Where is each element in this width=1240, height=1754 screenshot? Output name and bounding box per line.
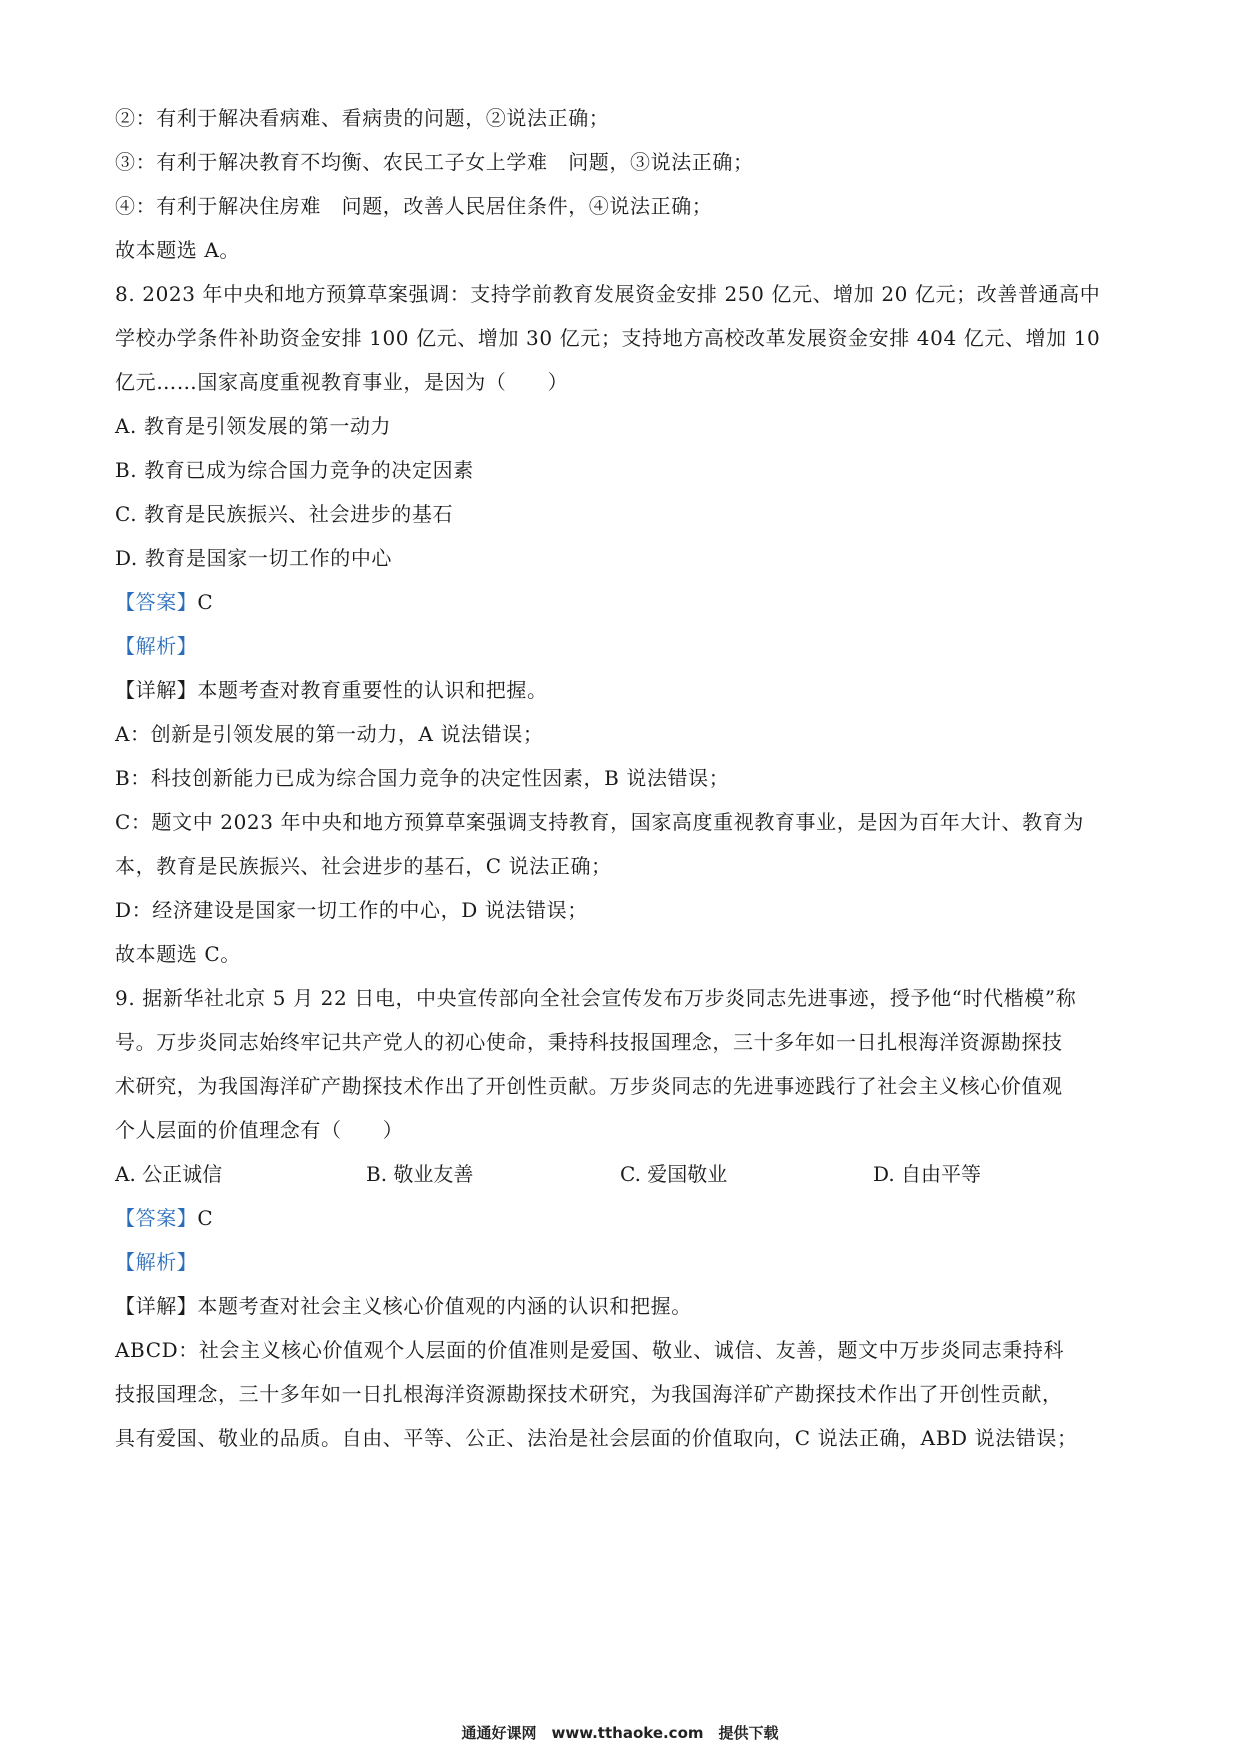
text-line: ②：有利于解决看病难、看病贵的问题，②说法正确； bbox=[115, 106, 610, 130]
question-8-stem: 8. 2023 年中央和地方预算草案强调：支持学前教育发展资金安排 250 亿元、增加 20 亿元；改善普通高中 bbox=[115, 282, 1101, 306]
text-line: 故本题选 A。 bbox=[115, 238, 241, 262]
text-line: 【详解】本题考查对教育重要性的认识和把握。 bbox=[115, 678, 548, 702]
answer-value: C bbox=[197, 1206, 214, 1230]
text-line: D：经济建设是国家一切工作的中心，D 说法错误； bbox=[115, 898, 588, 922]
text-line: ABCD：社会主义核心价值观个人层面的价值准则是爱国、敬业、诚信、友善，题文中万步炎同志秉持科 bbox=[115, 1338, 1065, 1362]
question-9-stem: 个人层面的价值理念有（ ） bbox=[115, 1118, 404, 1142]
analysis-tag: 【解析】 bbox=[115, 1250, 198, 1274]
text-line: 【详解】本题考查对社会主义核心价值观的内涵的认识和把握。 bbox=[115, 1294, 692, 1318]
text-line: ④：有利于解决住房难 问题，改善人民居住条件，④说法正确； bbox=[115, 194, 713, 218]
question-8-option-d: D. 教育是国家一切工作的中心 bbox=[115, 546, 393, 570]
text-line: 技报国理念，三十多年如一日扎根海洋资源勘探技术研究，为我国海洋矿产勘探技术作出了开创性贡献， bbox=[115, 1382, 1063, 1406]
answer-tag: 【答案】 bbox=[115, 1206, 198, 1230]
question-8-answer bbox=[115, 588, 1135, 616]
question-9-stem: 9. 据新华社北京 5 月 22 日电，中央宣传部向全社会宣传发布万步炎同志先进事迹，授予他“时代楷模”称 bbox=[115, 986, 1077, 1010]
analysis-tag: 【解析】 bbox=[115, 634, 198, 658]
question-8-option-c: C. 教育是民族振兴、社会进步的基石 bbox=[115, 502, 454, 526]
text-line: 故本题选 C。 bbox=[115, 942, 241, 966]
question-8-stem: 亿元……国家高度重视教育事业，是因为（ ） bbox=[115, 370, 569, 394]
question-9-stem: 号。万步炎同志始终牢记共产党人的初心使命，秉持科技报国理念，三十多年如一日扎根海洋资源勘探技 bbox=[115, 1030, 1063, 1054]
text-line: C：题文中 2023 年中央和地方预算草案强调支持教育，国家高度重视教育事业，是因为百年大计、教育为 bbox=[115, 810, 1084, 834]
text-line: B：科技创新能力已成为综合国力竞争的决定性因素，B 说法错误； bbox=[115, 766, 730, 790]
footer-watermark: 通通好课网 www.tthaoke.com 提供下载 bbox=[461, 1724, 779, 1742]
text-line: 具有爱国、敬业的品质。自由、平等、公正、法治是社会层面的价值取向，C 说法正确，ABD 说法错误； bbox=[115, 1426, 1078, 1450]
question-9-stem: 术研究，为我国海洋矿产勘探技术作出了开创性贡献。万步炎同志的先进事迹践行了社会主义核心价值观 bbox=[115, 1074, 1063, 1098]
question-9-option-c: C. 爱国敬业 bbox=[620, 1162, 728, 1186]
question-9-analysis-tag bbox=[115, 1248, 1135, 1276]
question-9-option-b: B. 敬业友善 bbox=[366, 1162, 474, 1186]
question-9-option-d: D. 自由平等 bbox=[873, 1162, 982, 1186]
answer-value: C bbox=[197, 590, 214, 614]
text-line: ③：有利于解决教育不均衡、农民工子女上学难 问题，③说法正确； bbox=[115, 150, 754, 174]
question-9-answer bbox=[115, 1204, 1135, 1232]
text-line: 本，教育是民族振兴、社会进步的基石，C 说法正确； bbox=[115, 854, 612, 878]
question-8-stem: 学校办学条件补助资金安排 100 亿元、增加 30 亿元；支持地方高校改革发展资金安排 404 亿元、增加 10 bbox=[115, 326, 1101, 350]
question-8-analysis-tag bbox=[115, 632, 1135, 660]
text-line: A：创新是引领发展的第一动力，A 说法错误； bbox=[115, 722, 544, 746]
question-9-option-a: A. 公正诚信 bbox=[115, 1162, 223, 1186]
question-8-option-a: A. 教育是引领发展的第一动力 bbox=[115, 414, 392, 438]
answer-tag: 【答案】 bbox=[115, 590, 198, 614]
question-8-option-b: B. 教育已成为综合国力竞争的决定因素 bbox=[115, 458, 474, 482]
